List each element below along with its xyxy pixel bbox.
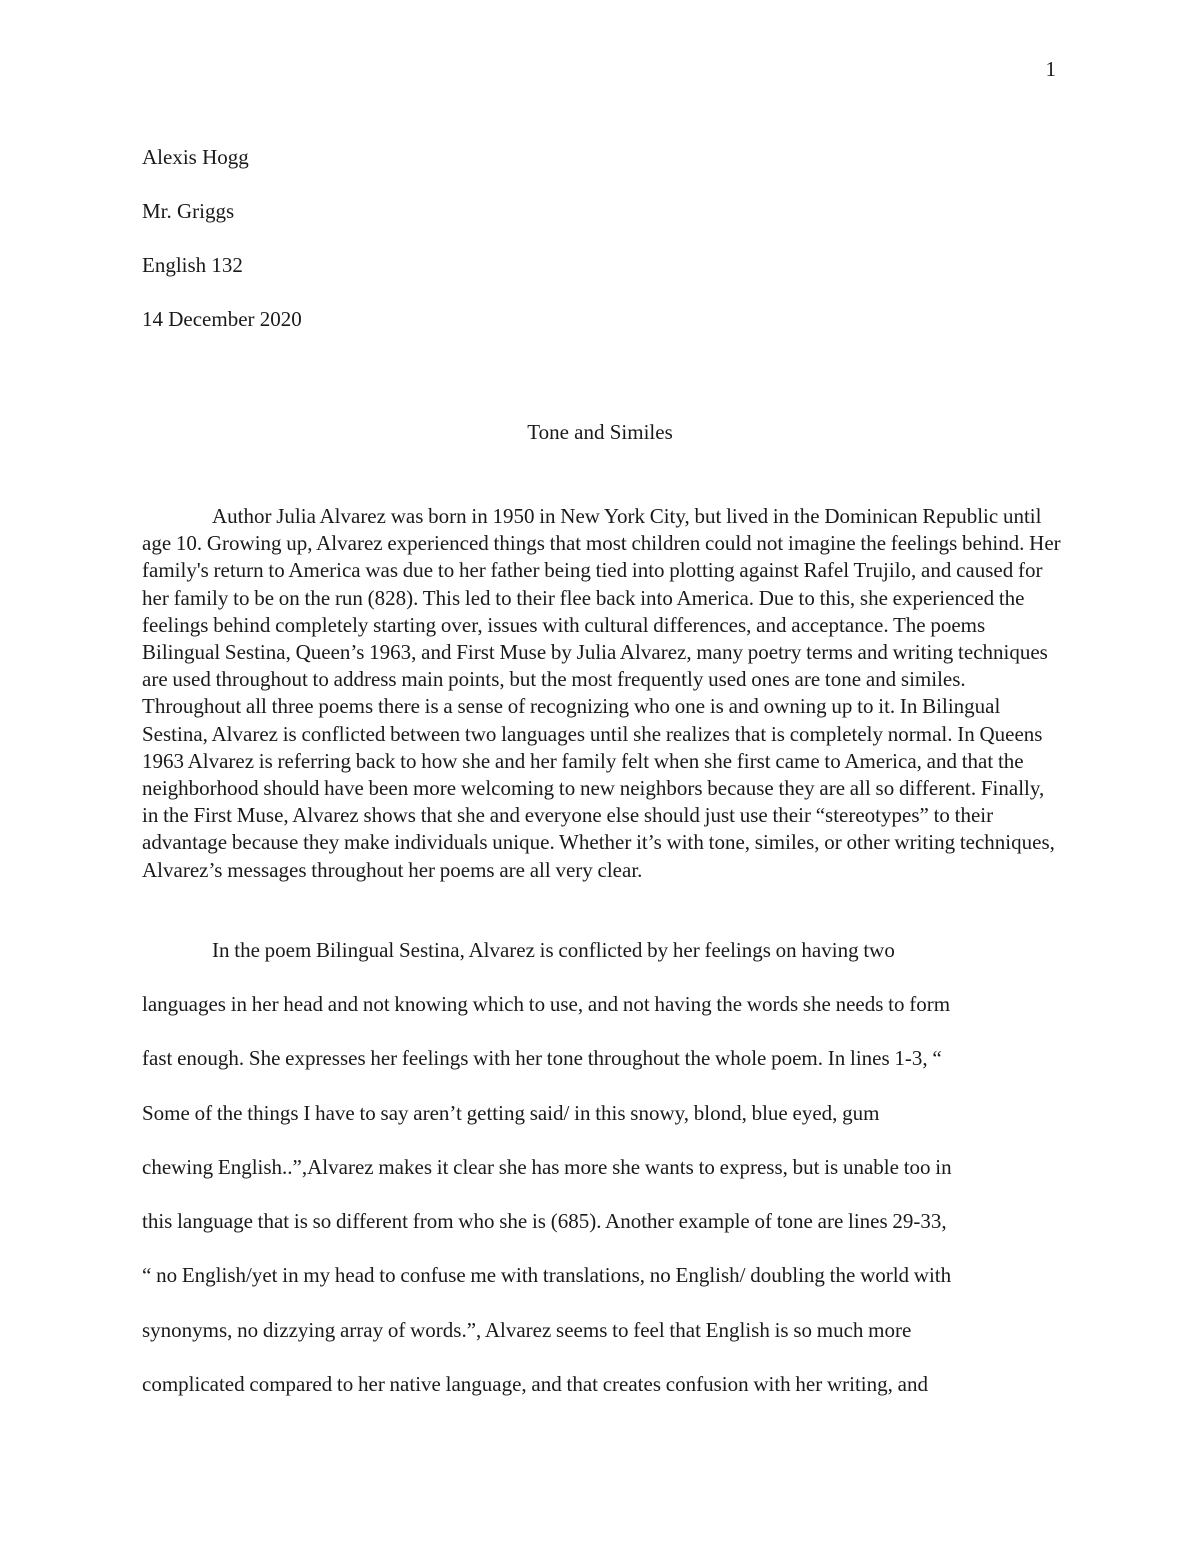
instructor-name: Mr. Griggs [142,199,235,223]
text-line: this language that is so different from who she is (685). Another example of tone are lines 29-33, [142,1209,947,1234]
text-line: synonyms, no dizzying array of words.”, Alvarez seems to feel that English is so much more [142,1317,912,1342]
text-line: “ no English/yet in my head to confuse me with translations, no English/ doubling the world with [142,1263,952,1288]
text-line: Some of the things I have to say aren’t getting said/ in this snowy, blond, blue eyed, gum [142,1100,880,1125]
mla-heading [142,144,1058,360]
text-line: languages in her head and not knowing which to use, and not having the words she needs to form [142,992,951,1016]
text-line: chewing English..”,Alvarez makes it clear she has more she wants to express, but is unable too in [142,1154,952,1179]
body-paragraph-2-lines [142,991,1062,1425]
text-line: fast enough. She expresses her feelings with her tone throughout the whole poem. In lines 1-3, “ [142,1046,942,1071]
course-name: English 132 [142,253,243,277]
body-paragraph-2-first-line: In the poem Bilingual Sestina, Alvarez is conflicted by her feelings on having two [212,938,895,962]
body-paragraph-1: Author Julia Alvarez was born in 1950 in New York City, but lived in the Dominican Republic until age 10. Growing up, Alvarez experienced things that most children could not imagine the feelings behind. Her family's return to America was due to her father being tied into plotting against Rafel Trujilo, and caused for her family to be on the run (828). This led to their flee back into America. Due to this, she experienced the feelings behind completely starting over, issues with cultural differences, and acceptance. The poems Bilingual Sestina, Queen’s 1963, and First Muse by Julia Alvarez, many poetry terms and writing techniques are used throughout to address main points, but the most frequently used ones are tone and similes. Throughout all three poems there is a sense of recognizing who one is and owning up to it. In Bilingual Sestina, Alvarez is conflicted between two languages until she realizes that is completely normal. In Queens 1963 Alvarez is referring back to how she and her family felt when she first came to America, and that the neighborhood should have been more welcoming to new neighbors because they are all so different. Finally, in the First Muse, Alvarez shows that she and everyone else should just use their “stereotypes” to their advantage because they make individuals unique. Whether it’s with tone, similes, or other writing techniques, Alvarez’s messages throughout her poems are all very clear. [142,504,1061,882]
date: 14 December 2020 [142,307,302,331]
page-number: 1 [1045,57,1056,81]
student-name: Alexis Hogg [142,145,249,169]
text-line: complicated compared to her native language, and that creates confusion with her writing, and [142,1372,928,1397]
essay-title: Tone and Similes [527,420,673,444]
